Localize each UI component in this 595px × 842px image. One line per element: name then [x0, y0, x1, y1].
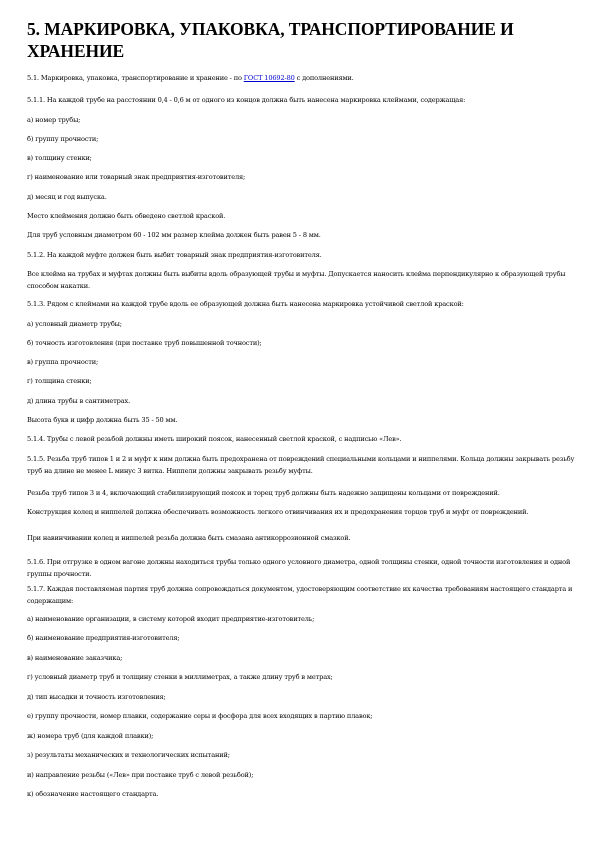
paragraph-stamps-direction: Все клейма на трубах и муфтах должны быть выбиты вдоль образующей трубы и муфты. Допускается наносить клейма перпендикулярно к образующей трубы способом накатки. [27, 270, 566, 290]
paragraph-rings-design: Конструкция колец и ниппелей должна обеспечивать возможность легкого отвинчивания их и предохранения торцов труб и муфт от повреждений. [27, 508, 529, 516]
doc-item-g: г) условный диаметр труб и толщину стенки в миллиметрах, а также длину труб в метрах; [27, 673, 333, 681]
paragraph-5-1-tail: с дополнениями. [294, 74, 354, 82]
paragraph-5-1-7: 5.1.7. Каждая поставляемая партия труб должна сопровождаться документом, удостоверяющим соответствие их качества требованиям настоящего стандарта и содержащим: [27, 585, 573, 605]
paragraph-5-1-4: 5.1.4. Трубы с левой резьбой должны иметь широкий поясок, нанесенный светлой краской, с надписью «Лев». [27, 435, 402, 443]
paragraph-5-1 [27, 73, 575, 85]
paragraph-letter-height: Высота букв и цифр должна быть 35 - 50 мм. [27, 416, 178, 424]
doc-item-k: к) обозначение настоящего стандарта. [27, 790, 159, 798]
paragraph-5-1-2: 5.1.2. На каждой муфте должен быть выбит товарный знак предприятия-изготовителя. [27, 251, 322, 259]
list-item-g-2: г) толщина стенки; [27, 377, 92, 385]
page-title: 5. МАРКИРОВКА, УПАКОВКА, ТРАНСПОРТИРОВАНИЕ И ХРАНЕНИЕ [27, 19, 514, 61]
gost-link[interactable]: ГОСТ 10692-80 [243, 74, 295, 82]
paragraph-lubrication: При навинчивании колец и ниппелей резьба должна быть смазана антикоррозионной смазкой. [27, 534, 351, 542]
doc-item-zh: ж) номера труб (для каждой плавки); [27, 732, 154, 740]
list-item-b: б) группу прочности; [27, 135, 99, 143]
paragraph-5-1-6: 5.1.6. При отгрузке в одном вагоне должны находиться трубы только одного условного диаметра, одной толщины стенки, одной точности изготовления и одной группы прочности. [27, 558, 571, 578]
doc-item-a: а) наименование организации, в систему которой входит предприятие-изготовитель; [27, 615, 315, 623]
list-item-b-2: б) точность изготовления (при поставке труб повышенной точности); [27, 339, 262, 347]
doc-item-z: з) результаты механических и технологических испытаний; [27, 751, 230, 759]
doc-item-i: и) направление резьбы («Лев» при поставке труб с левой резьбой); [27, 771, 254, 779]
paragraph-thread-types-3-4: Резьба труб типов 3 и 4, включающий стабилизирующий поясок и торец труб должны быть надежно защищены кольцами от повреждений. [27, 489, 500, 497]
doc-item-e: е) группу прочности, номер плавки, содержание серы и фосфора для всех входящих в партию плавок; [27, 712, 373, 720]
doc-item-v: в) наименование заказчика; [27, 654, 123, 662]
list-item-v: в) толщину стенки; [27, 154, 92, 162]
paragraph-marking-place: Место клеймения должно быть обведено светлой краской. [27, 212, 226, 220]
paragraph-5-1-1: 5.1.1. На каждой трубе на расстоянии 0,4 - 0,6 м от одного из концов должна быть нанесена маркировка клеймами, содержащая: [27, 96, 466, 104]
list-item-a-2: а) условный диаметр трубы; [27, 320, 122, 328]
paragraph-5-1-5: 5.1.5. Резьба труб типов 1 и 2 и муфт к ним должна быть предохранена от повреждений специальными кольцами и ниппелями. Кольца должны закрывать резьбу труб на длине не менее L минус 3 витка. Ниппели должны закрывать резьбу муфты. [27, 455, 575, 475]
doc-item-b: б) наименование предприятия-изготовителя; [27, 634, 180, 642]
paragraph-5-1-3: 5.1.3. Рядом с клеймами на каждой трубе вдоль ее образующей должна быть нанесена маркировка устойчивой светлой краской: [27, 300, 464, 308]
paragraph-stamp-size: Для труб условным диаметром 60 - 102 мм размер клейма должен быть равен 5 - 8 мм. [27, 231, 321, 239]
list-item-g: г) наименование или товарный знак предприятия-изготовителя; [27, 173, 246, 181]
doc-item-d: д) тип высадки и точность изготовления; [27, 693, 166, 701]
list-item-v-2: в) группа прочности; [27, 358, 99, 366]
list-item-d: д) месяц и год выпуска. [27, 193, 107, 201]
list-item-d-2: д) длина трубы в сантиметрах. [27, 397, 131, 405]
list-item-a: а) номер трубы; [27, 116, 81, 124]
paragraph-5-1-text: 5.1. Маркировка, упаковка, транспортирование и хранение - по [27, 74, 244, 82]
